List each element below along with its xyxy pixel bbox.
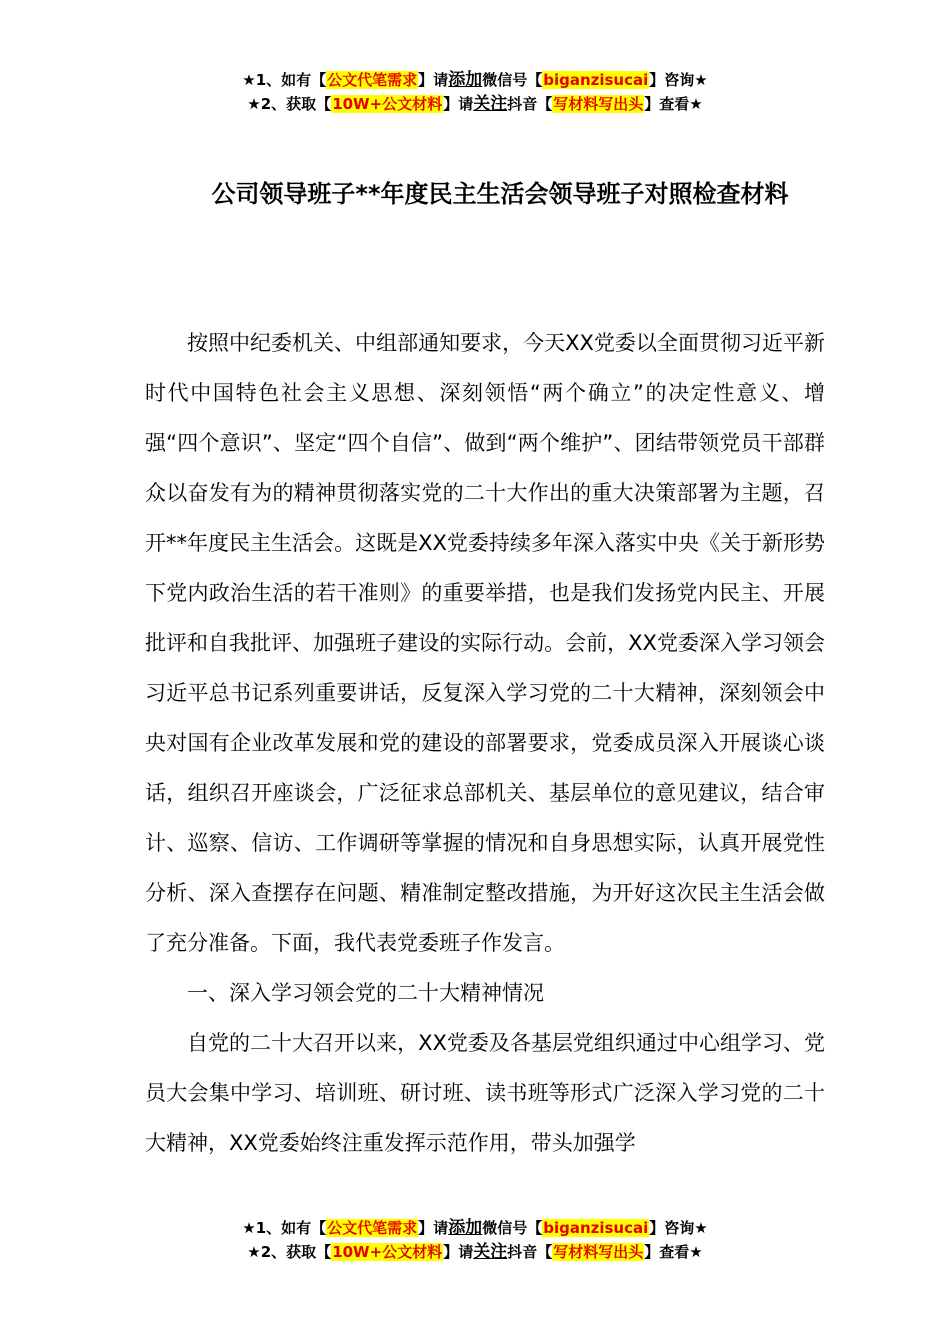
paragraph-intro: 按照中纪委机关、中组部通知要求，今天XX党委以全面贯彻习近平新时代中国特色社会主义思想、深刻领悟“两个确立”的决定性意义、增强“四个意识”、坚定“四个自信”、做到“两个维护”、团结带领党员干部群众以奋发有为的精神贯彻落实党的二十大作出的重大决策部署为主题，召开**年度民主生活会。这既是XX党委持续多年深入落实中央《关于新形势下党内政治生活的若干准则》的重要举措，也是我们发扬党内民主、开展批评和自我批评、加强班子建设的实际行动。会前，XX党委深入学习领会习近平总书记系列重要讲话，反复深入学习党的二十大精神，深刻领会中央对国有企业改革发展和党的建设的部署要求，党委成员深入开展谈心谈话，组织召开座谈会，广泛征求总部机关、基层单位的意见建议，结合审计、巡察、信访、工作调研等掌握的情况和自身思想实际，认真开展党性分析、深入查摆存在问题、精准制定整改措施，为开好这次民主生活会做了充分准备。下面，我代表党委班子作发言。 <box>145 331 825 955</box>
document-title: 公司领导班子**年度民主生活会领导班子对照检查材料 <box>211 180 789 208</box>
banner-highlight-service: 公文代笔需求 <box>327 71 418 89</box>
banner-highlight-douyin-account: 写材料写出头 <box>553 95 644 113</box>
banner-line-1: ★1、如有【公文代笔需求】请添加微信号【biganzisucai】咨询★ <box>242 1218 708 1238</box>
banner-highlight-materials: 10W+公文材料 <box>332 1243 443 1261</box>
banner-highlight-wechat-id: biganzisucai <box>543 1219 649 1237</box>
header-banner <box>0 68 950 116</box>
document-body <box>145 318 825 1168</box>
banner-line-2: ★2、获取【10W+公文材料】请关注抖音【写材料写出头】查看★ <box>247 1242 703 1262</box>
footer-banner <box>0 1216 950 1264</box>
section-heading-1: 一、深入学习领会党的二十大精神情况 <box>187 981 544 1005</box>
banner-emphasis-add: 添加 <box>448 1218 483 1238</box>
banner-line-2: ★2、获取【10W+公文材料】请关注抖音【写材料写出头】查看★ <box>247 94 703 114</box>
banner-highlight-materials: 10W+公文材料 <box>332 95 443 113</box>
banner-line-1: ★1、如有【公文代笔需求】请添加微信号【biganzisucai】咨询★ <box>242 70 708 90</box>
banner-highlight-wechat-id: biganzisucai <box>543 71 649 89</box>
banner-highlight-douyin-account: 写材料写出头 <box>553 1243 644 1261</box>
paragraph-section-1: 自党的二十大召开以来，XX党委及各基层党组织通过中心组学习、党员大会集中学习、培训班、研讨班、读书班等形式广泛深入学习党的二十大精神，XX党委始终注重发挥示范作用，带头加强学 <box>145 1031 825 1155</box>
banner-emphasis-follow: 关注 <box>473 94 508 114</box>
banner-emphasis-add: 添加 <box>448 70 483 90</box>
banner-highlight-service: 公文代笔需求 <box>327 1219 418 1237</box>
banner-emphasis-follow: 关注 <box>473 1242 508 1262</box>
